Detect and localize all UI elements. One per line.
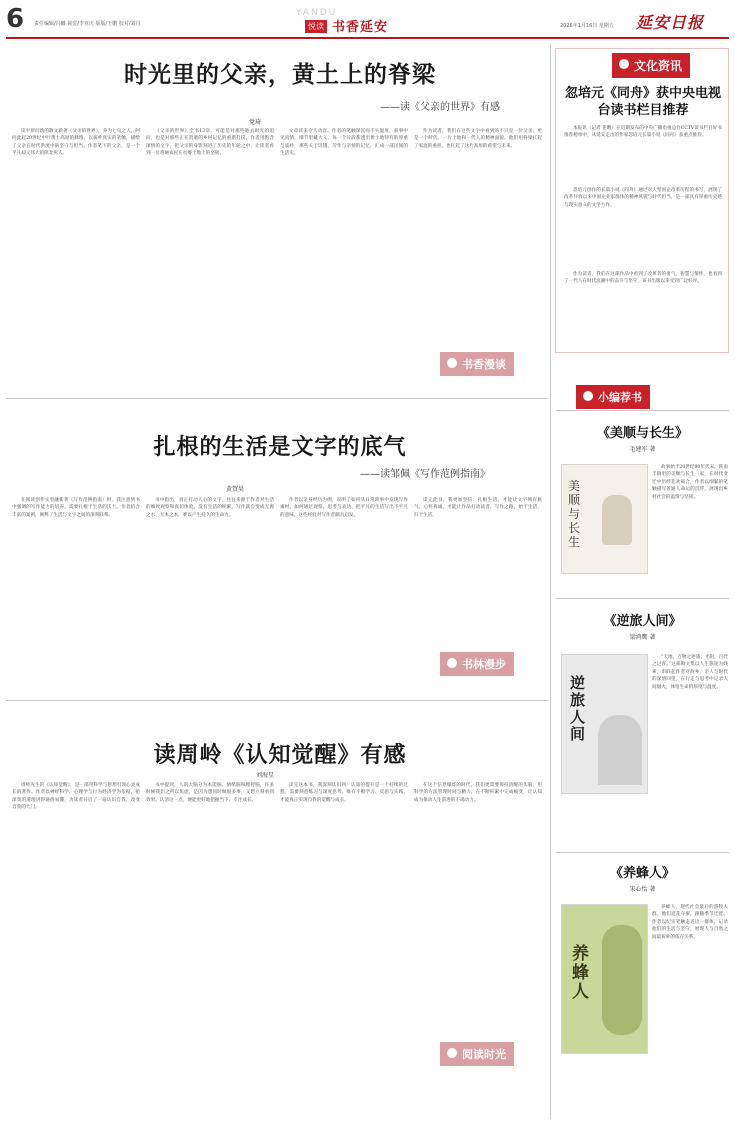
divider bbox=[556, 598, 729, 599]
article2-col3: 作者以亲身经历为例，说明了如何从日常琐事中发现写作素材，如何通过观察、思考与表达，把平凡的生活写出不平凡的意味。这些经验对写作者颇具启发。 bbox=[280, 498, 408, 518]
article2-col2: 书中指出，真正打动人心的文字，往往来源于作者对生活的细致观察和真切体验。没有生活的积累，写作就会变成无源之水、无本之木，难以产生持久的生命力。 bbox=[146, 498, 274, 518]
book2-cover-figure bbox=[598, 715, 642, 785]
divider bbox=[556, 852, 729, 853]
article1-subhead: ——读《父亲的世界》有感 bbox=[380, 102, 500, 113]
article3-rule bbox=[6, 700, 548, 701]
article3-col2: 书中提到，人的大脑分为本能脑、情绪脑和理智脑，许多时候我们之所以焦虑，是因为想同时做很多事，又想立刻看到效果。认清这一点，便能更好地把握当下、专注成长。 bbox=[146, 783, 274, 803]
news-body-2: 忽培元创作的长篇小说《同舟》通过对大型国企改革历程的书写，展现了改革开放以来中国企业家群体的精神风貌与时代担当，是一部具有厚重历史感与现实意义的文学力作。 bbox=[564, 188, 722, 208]
dot-icon bbox=[619, 59, 629, 69]
section-title: 书香延安 bbox=[332, 20, 389, 35]
article2-rule bbox=[6, 398, 548, 399]
book3-cover-title: 养蜂人 bbox=[572, 944, 589, 1002]
article1-col1: 读平原问新的散文新著《父亲的世界》，身为七旬之人，阿问此起20世纪中叶黄土高原的脉络，以质朴真实的笔触，描绘了父亲在时代洪流中的坚守与担当。作者笔下的父亲，是一个平凡却又伟大的陕北男人。 bbox=[12, 129, 140, 157]
book1-blurb: 故事始于20世纪90年代末，陕南丰镇里的美顺与长生一家，在时代变迁中历经悲欢离合，作者以细腻的笔触描写普通人命运的沉浮，展现出乡村社会的温情与坚韧。 bbox=[652, 465, 728, 500]
news-body-3: 作为读者，我们在这部作品中看到了改革者的勇气、智慧与情怀，也看到了一代人在时代浪潮中的奋斗与坚守，该书出版以来受到广泛好评。 bbox=[564, 272, 722, 285]
masthead-rule bbox=[6, 37, 729, 39]
article1-col3: 文章读来令人动容。作者的笔触深沉而不失温度，叙事中见真情，细节里藏大义。每一个片段都透出黄土地特有的厚重与质朴，那些关于饥饿、劳作与亲情的记忆，汇成一部民间的生活史。 bbox=[280, 129, 408, 157]
book1-cover-figure bbox=[602, 495, 632, 545]
article3-col1: 周岭先生的《认知觉醒》，是一部用科学与思想引领心灵成长的著作。作者以神经科学、心理学与行为经济学为依据，把深奥的道理讲得通俗易懂，为读者开启了一扇认识自我、改变自我的大门。 bbox=[12, 783, 140, 811]
book1-title: 《美顺与长生》 bbox=[596, 426, 688, 441]
news-box bbox=[555, 48, 729, 353]
article2-subhead: ——读邹佩《写作范例指南》 bbox=[360, 469, 490, 480]
news-body-1: 本报讯（记者 笛醒）在近期发布的中央广播电视总台CCTV读书栏目好书推荐榜单中，从延安走出的作家忽培元长篇小说《同舟》获重点推荐。 bbox=[564, 126, 722, 139]
book2-cover bbox=[561, 654, 648, 794]
tag-shulin bbox=[440, 652, 514, 676]
tag-shuxiang bbox=[440, 352, 514, 376]
book2-title: 《逆旅人间》 bbox=[603, 614, 682, 629]
dot-icon bbox=[447, 658, 457, 668]
article2-col1: 在阅读创作实型融新著《写作范例指南》时，我注意到书中强调的写作能力的培养，需要扎根于生活的沃土。作者结合丰富的案例，阐释了生活与文字之间的深刻联系。 bbox=[12, 498, 140, 518]
book3-author: 宋心怡 著 bbox=[629, 886, 656, 893]
tag-yuedu bbox=[440, 1042, 514, 1066]
tag-xiaobian-label: 小编荐书 bbox=[598, 391, 642, 404]
article3-col3: 读完这本书，我深刻认识到：认知的提升是一个持续的过程，需要刻意练习与深度思考。唯有不断学习、反思与实践，才能真正实现自我的觉醒与成长。 bbox=[280, 783, 408, 803]
page-number: 6 bbox=[6, 4, 25, 34]
dot-icon bbox=[447, 1048, 457, 1058]
divider bbox=[556, 410, 729, 411]
article2-headline: 扎根的生活是文字的底气 bbox=[153, 434, 407, 460]
book3-blurb: 养蜂人，现代社会最后的游牧人群。他们追花夺蜜，跟随季节迁徙。作者以纪实笔触走近这一群体，记录他们的生活与坚守，展现人与自然之间最质朴的依存关系。 bbox=[652, 905, 728, 940]
book3-cover-figure bbox=[602, 925, 642, 1035]
staff-credits: 责任编辑/冯曦 视觉/李亚庆 版版/王鹏 校对/刘丹 bbox=[34, 21, 141, 27]
book2-cover-title: 逆旅人间 bbox=[570, 674, 586, 743]
book1-cover bbox=[561, 464, 648, 574]
article1-author: 党琦 bbox=[248, 119, 261, 126]
article1-headline: 时光里的父亲，黄土上的脊梁 bbox=[124, 61, 436, 88]
book3-title: 《养蜂人》 bbox=[609, 866, 675, 881]
tag-yuedu-label: 阅读时光 bbox=[462, 1048, 506, 1061]
column-divider bbox=[550, 44, 551, 1119]
dot-icon bbox=[583, 391, 593, 401]
article1-col2: 《父亲的世界》全书13章，可能是对那些逝去时光的追问，也是对那些正在消逝的乡村记忆的重新打捞。作者用饱含深情的文字，把父亲的身影刻进了历史的年轮之中，让读者看到一位普通农民在贫瘠土地上的坚韧。 bbox=[146, 129, 274, 157]
article1-col4: 作为读者，我们在这些文字中看到的不只是一位父亲，更是一个时代、一片土地和一代人的精神面貌。他们用脊梁扛起了家庭的重担，也扛起了这片高原的希望与未来。 bbox=[414, 129, 542, 149]
tag-shulin-label: 书林漫步 bbox=[462, 658, 506, 671]
dot-icon bbox=[447, 358, 457, 368]
article3-headline: 读周岭《认知觉醒》有感 bbox=[153, 742, 407, 768]
book3-cover bbox=[561, 904, 648, 1054]
article2-author: 黄賀昊 bbox=[225, 486, 244, 493]
tag-shuxiang-label: 书香漫谈 bbox=[462, 358, 506, 371]
tag-xiaobian bbox=[576, 385, 650, 409]
section-label: 悦读 bbox=[305, 20, 327, 33]
masthead bbox=[0, 0, 735, 40]
article3-col4: 在这个信息爆炸的时代，我们更需要保持清醒的头脑，用科学的方法管理时间与精力，在不断积累中完成蜕变，让认知成为推动人生前进的不竭动力。 bbox=[414, 783, 542, 803]
article3-author: 刘海星 bbox=[255, 772, 274, 779]
book2-blurb: “天地，万物之逆旅；光阴，百代之过客。”这部散文集以人生旅途为线索，串联起作者对故乡、亲人与时代的深情回望，在行走与思考中记录人间烟火，体悟生命的厚度与温度。 bbox=[652, 655, 728, 690]
book2-author: 梁鸿鹰 著 bbox=[629, 634, 656, 641]
book1-cover-title: 美顺与长生 bbox=[568, 479, 581, 549]
section-pinyin: YANDU bbox=[296, 8, 338, 18]
issue-date: 2026年1月16日 星期五 bbox=[560, 23, 614, 29]
paper-name: 延安日报 bbox=[636, 13, 705, 32]
book1-author: 毛建军 著 bbox=[629, 446, 656, 453]
tag-wenhua bbox=[612, 53, 690, 78]
article2-col4: 读完此书，我更加坚信：扎根生活，才能让文字拥有底气；心怀真诚，才能让作品打动读者。写作之路，始于生活，归于生活。 bbox=[414, 498, 542, 518]
tag-wenhua-label: 文化资讯 bbox=[634, 59, 683, 73]
news-headline: 忽培元《同舟》获中央电视台读书栏目推荐 bbox=[564, 86, 721, 118]
